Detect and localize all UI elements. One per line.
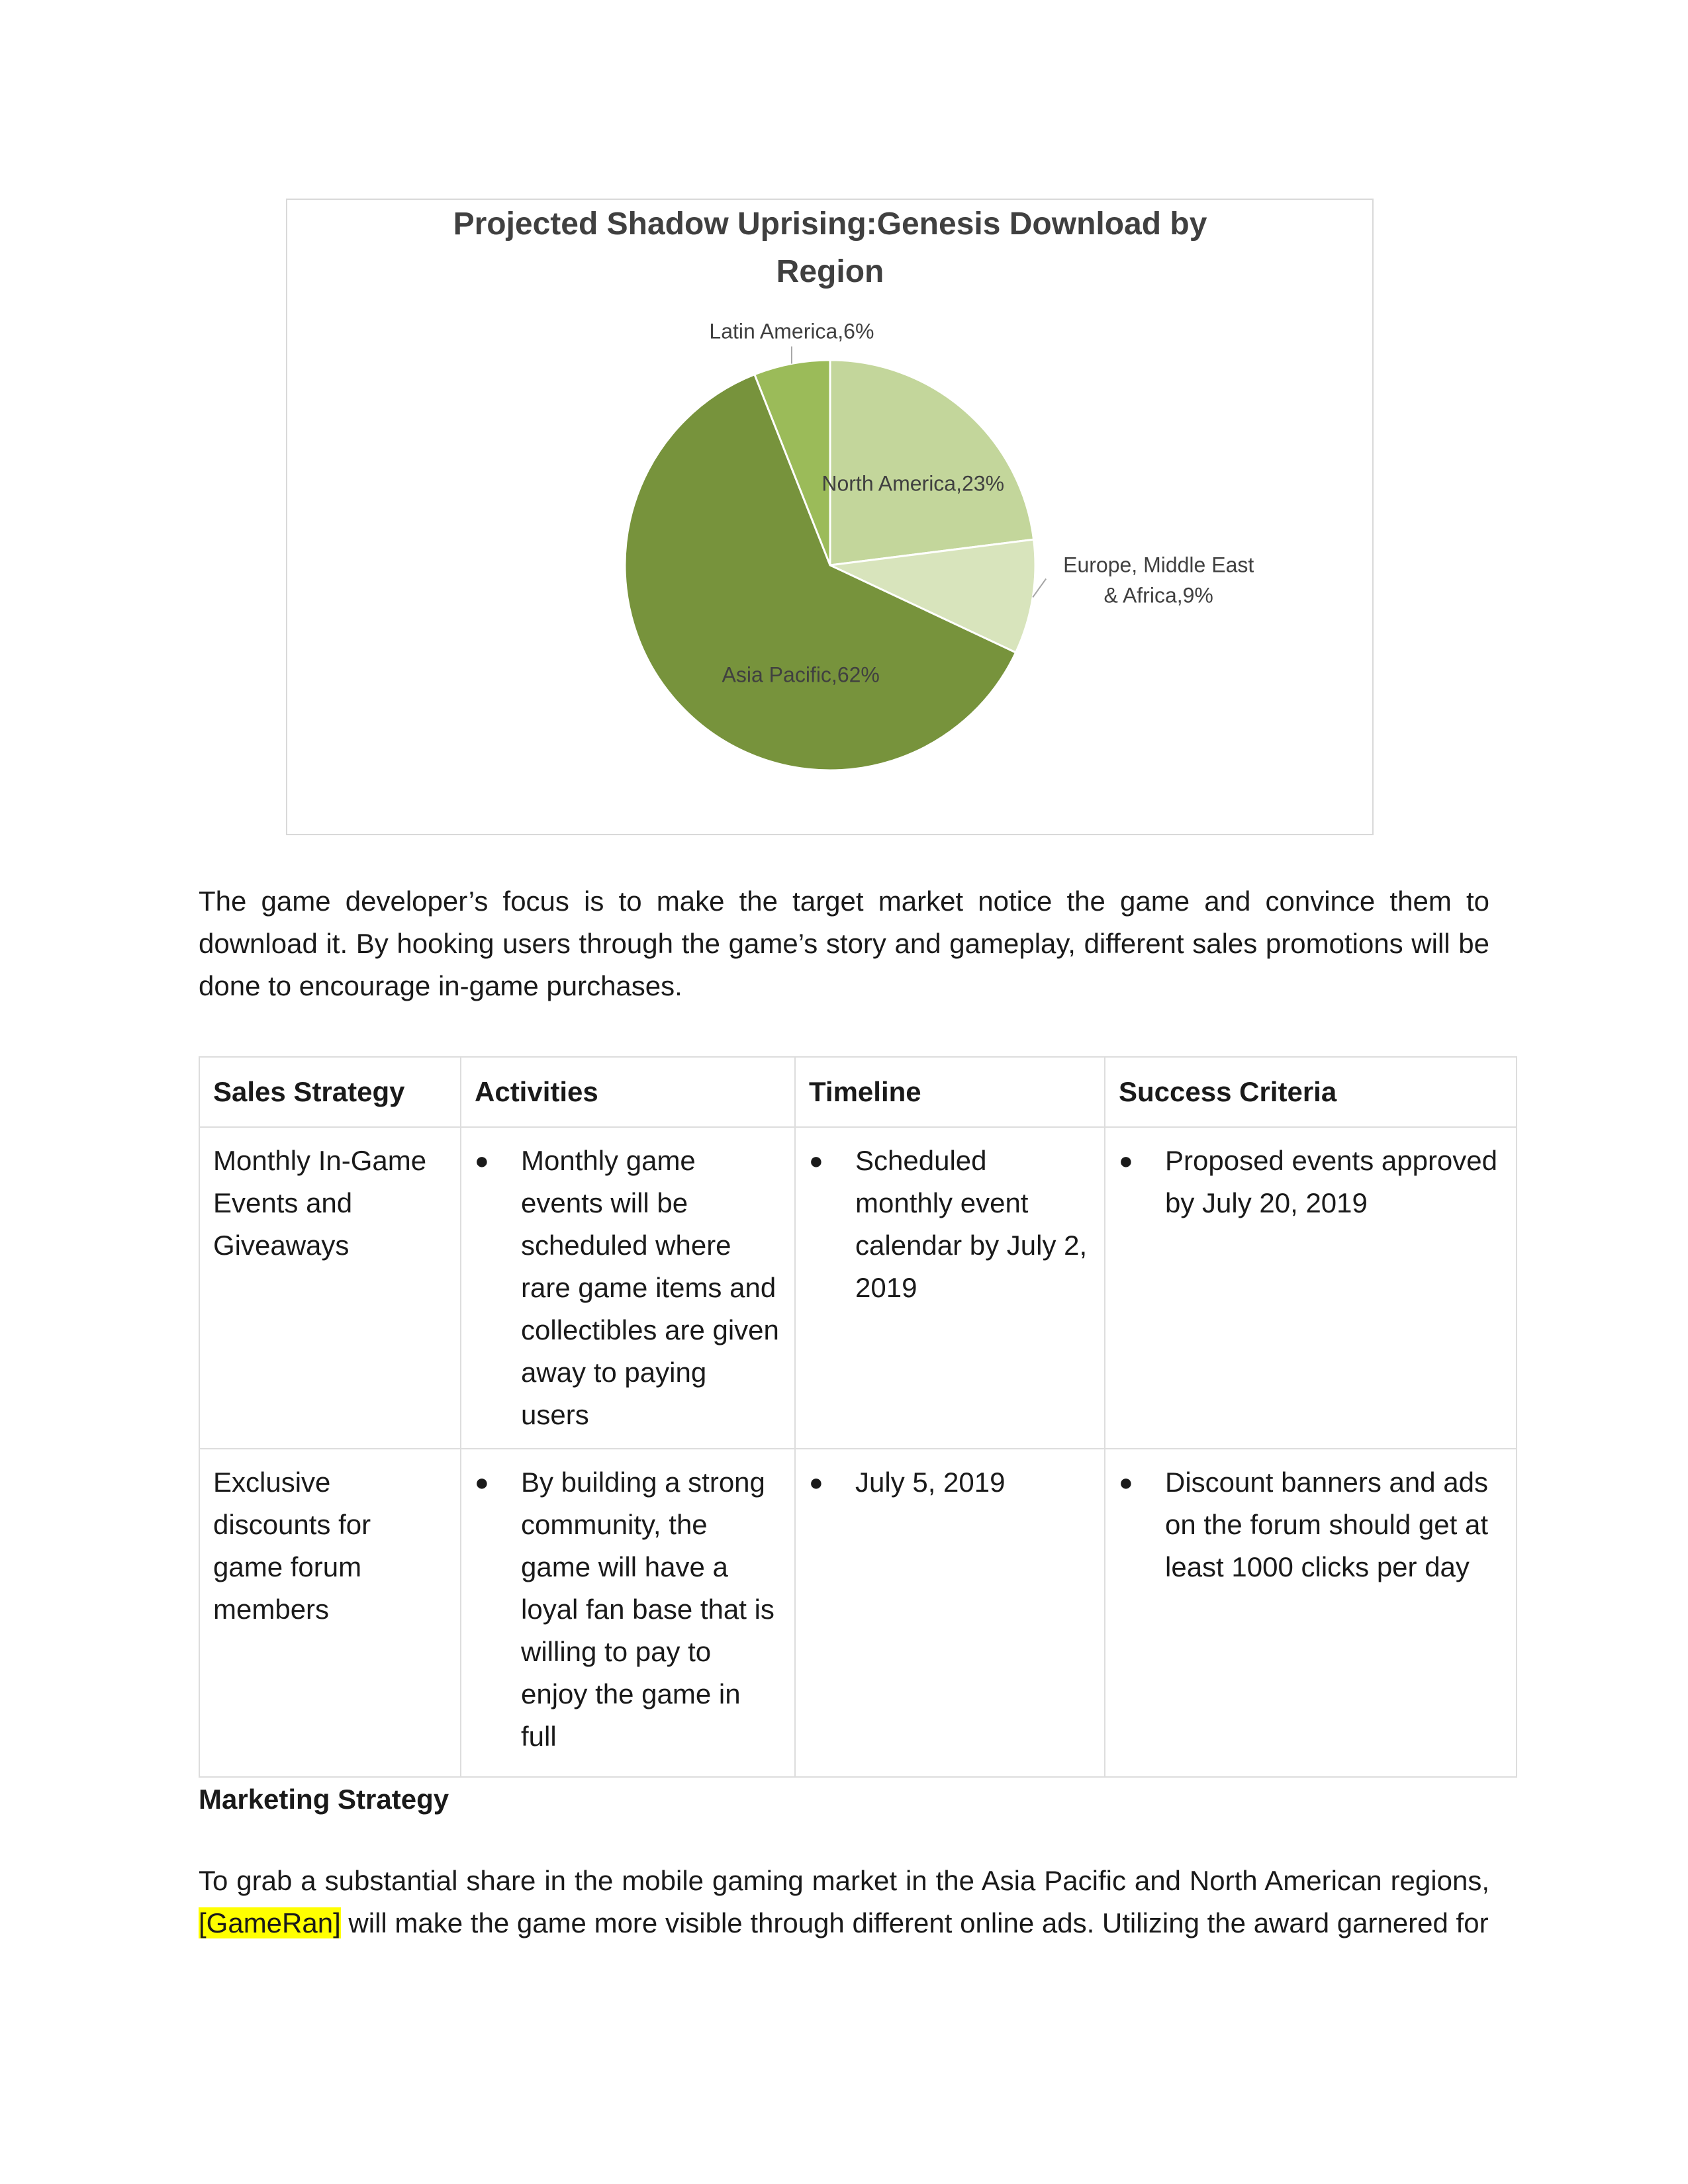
pie-data-label: Asia Pacific,62% [722, 662, 880, 687]
strategy-cell: Monthly In-Game Events and Giveaways [199, 1127, 461, 1449]
chart-title: Projected Shadow Uprising:Genesis Download by Region [453, 206, 1207, 289]
bullet-icon: ● [1119, 1147, 1133, 1174]
header-success-criteria: Success Criteria [1105, 1057, 1517, 1127]
activity-cell: ● By building a strong community, the game will have a loyal fan base that is willing to pay to enjoy the game in full [461, 1449, 795, 1777]
marketing-text-end: will make the game more visible through different online ads. Utilizing the award garnered for [340, 1907, 1489, 1938]
timeline-cell: ● Scheduled monthly event calendar by July 2, 2019 [795, 1127, 1105, 1449]
bullet-icon: ● [475, 1147, 489, 1174]
header-sales-strategy: Sales Strategy [199, 1057, 461, 1127]
activity-cell: ● Monthly game events will be scheduled where rare game items and collectibles are given away to paying users [461, 1127, 795, 1449]
pie-chart [286, 199, 1374, 835]
pie-data-label: Europe, Middle East & Africa,9% [1063, 553, 1254, 608]
criteria-cell: ● Proposed events approved by July 20, 2019 [1105, 1127, 1517, 1449]
marketing-text-start: To grab a substantial share in the mobile gaming market in the Asia Pacific and North American regions, [199, 1865, 1489, 1896]
marketing-paragraph [199, 1860, 1489, 1944]
header-activities: Activities [461, 1057, 795, 1127]
bullet-icon: ● [475, 1469, 489, 1496]
timeline-cell: ● July 5, 2019 [795, 1449, 1105, 1777]
table-row [199, 1127, 1517, 1449]
bullet-icon: ● [1119, 1469, 1133, 1496]
strategy-cell: Exclusive discounts for game forum members [199, 1449, 461, 1777]
bullet-icon: ● [809, 1469, 823, 1496]
table-header-row [199, 1057, 1517, 1127]
marketing-heading: Marketing Strategy [199, 1784, 449, 1815]
pie-slice-north-america [830, 360, 1034, 565]
table-row [199, 1449, 1517, 1777]
company-placeholder-highlight: [GameRan] [199, 1907, 341, 1938]
bullet-icon: ● [809, 1147, 823, 1174]
pie-chart-svg [287, 200, 1372, 834]
pie-data-label: Latin America,6% [709, 319, 874, 343]
pie-data-label: North America,23% [821, 471, 1005, 496]
intro-paragraph: The game developer’s focus is to make the target market notice the game and convince them to download it. By hooking users through the game’s story and gameplay, different sales promotions will be done to encourage in-game purchases. [199, 886, 1489, 1001]
sales-strategy-table [199, 1056, 1517, 1778]
header-timeline: Timeline [795, 1057, 1105, 1127]
criteria-cell: ● Discount banners and ads on the forum should get at least 1000 clicks per day [1105, 1449, 1517, 1777]
